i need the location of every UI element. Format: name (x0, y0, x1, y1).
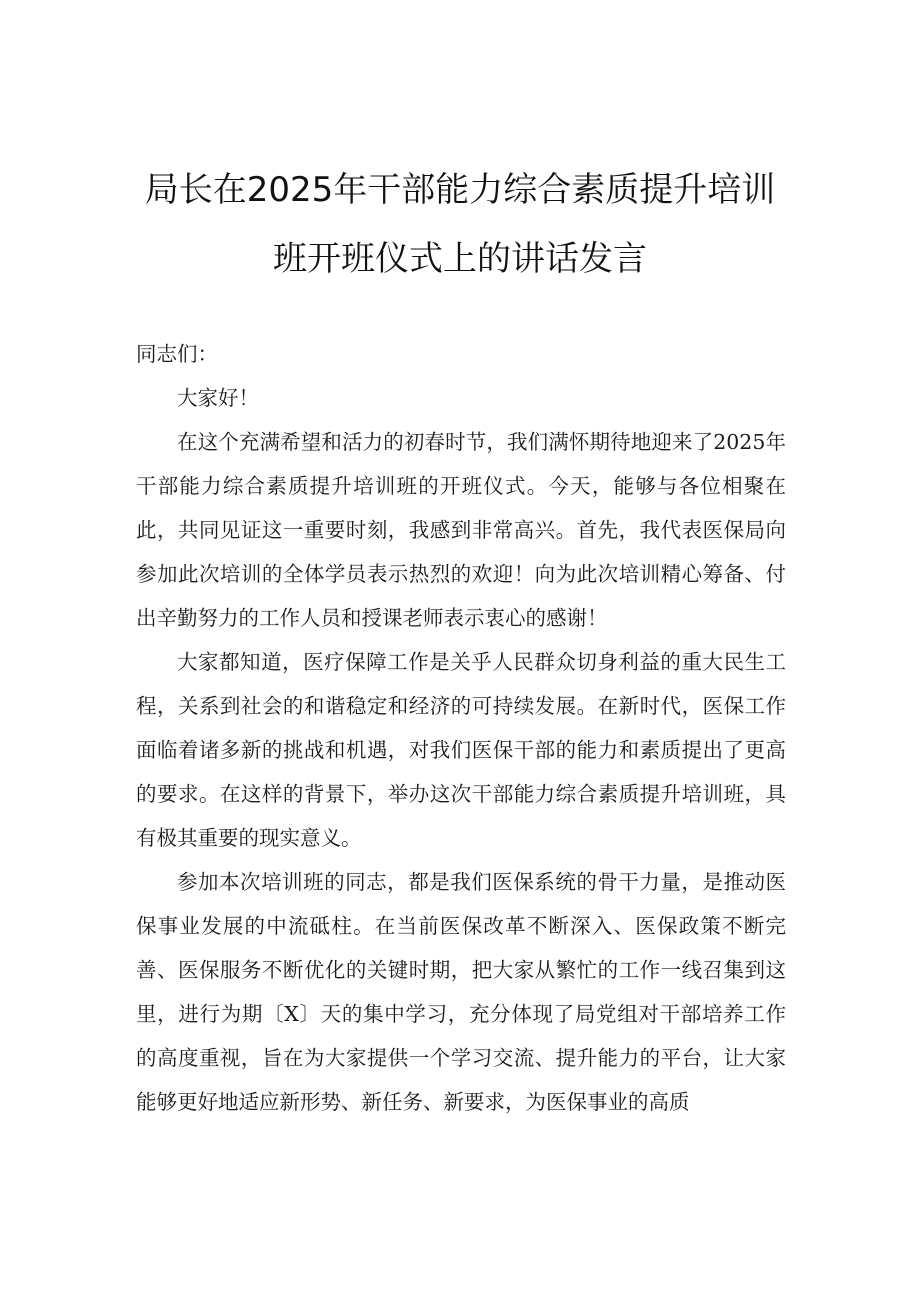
salutation: 同志们： (136, 342, 218, 366)
document-body (136, 376, 786, 1124)
paragraph-participants: 参加本次培训班的同志，都是我们医保系统的骨干力量，是推动医保事业发展的中流砥柱。在当前医保改革不断深入、医保政策不断完善、医保服务不断优化的关键时期，把大家从繁忙的工作一线召集到这里，进行为期〔X〕天的集中学习，充分体现了局党组对干部培养工作的高度重视，旨在为大家提供一个学习交流、提升能力的平台，让大家能够更好地适应新形势、新任务、新要求，为医保事业的高质 (136, 870, 786, 1114)
document-title-line-1: 局长在2025年干部能力综合素质提升培训 (144, 170, 776, 210)
paragraph-opening: 在这个充满希望和活力的初春时节，我们满怀期待地迎来了2025年干部能力综合素质提升培训班的开班仪式。今天，能够与各位相聚在此，共同见证这一重要时刻，我感到非常高兴。首先，我代表医保局向参加此次培训的全体学员表示热烈的欢迎！向为此次培训精心筹备、付出辛勤努力的工作人员和授课老师表示衷心的感谢！ (136, 430, 786, 630)
paragraph-background: 大家都知道，医疗保障工作是关乎人民群众切身利益的重大民生工程，关系到社会的和谐稳定和经济的可持续发展。在新时代，医保工作面临着诸多新的挑战和机遇，对我们医保干部的能力和素质提出了更高的要求。在这样的背景下，举办这次干部能力综合素质提升培训班，具有极其重要的现实意义。 (136, 650, 786, 850)
document-title-line-2: 班开班仪式上的讲话发言 (273, 239, 647, 279)
paragraph-greeting: 大家好！ (177, 386, 259, 410)
